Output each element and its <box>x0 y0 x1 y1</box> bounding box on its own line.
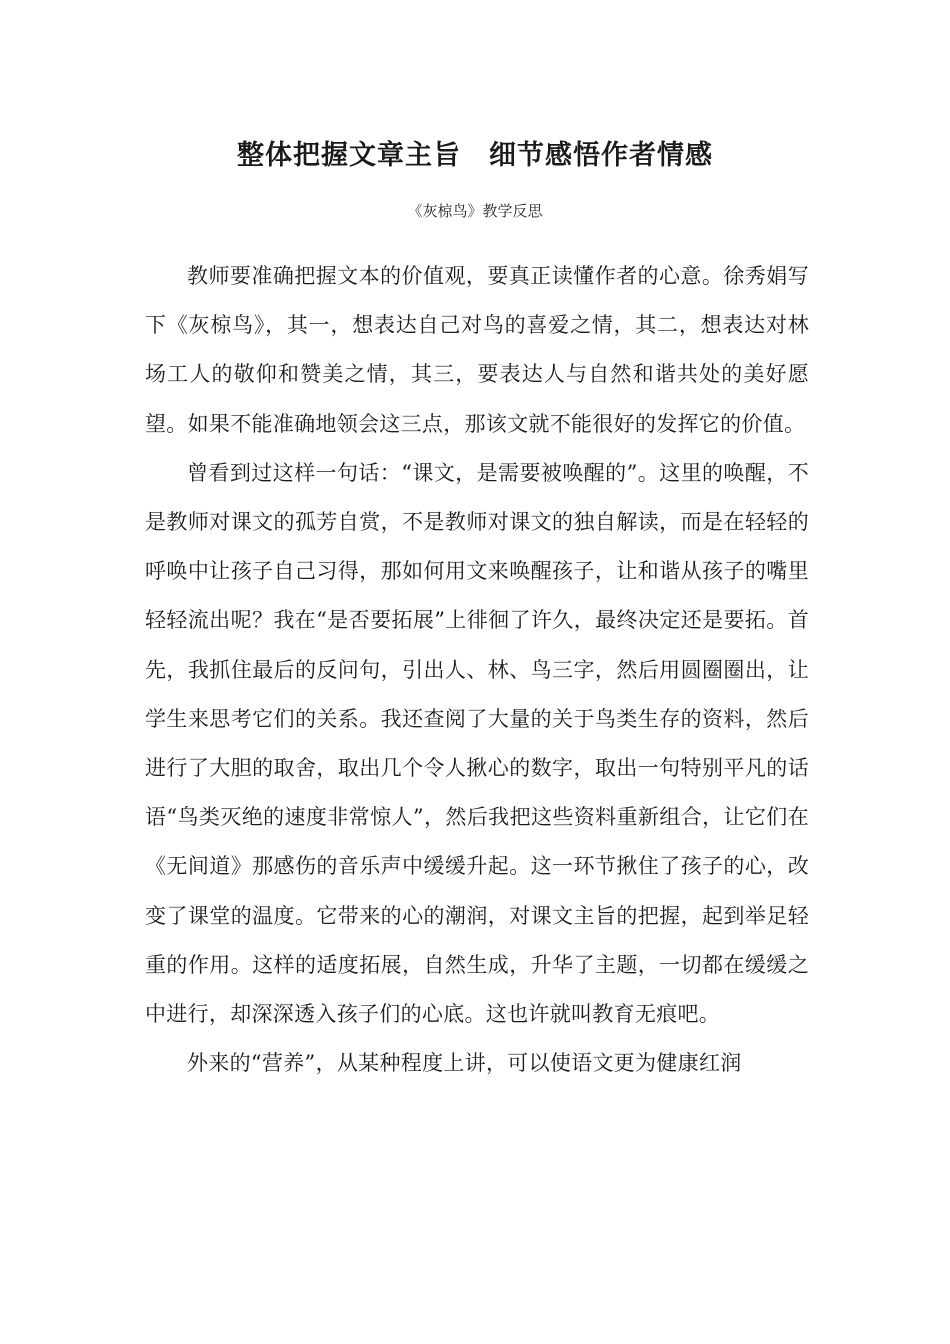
paragraph-2: 曾看到过这样一句话：“课文，是需要被唤醒的”。这里的唤醒，不是教师对课文的孤芳自赏，不是教师对课文的独自解读，而是在轻轻的呼唤中让孩子自己习得，那如何用文来唤醒孩子，让和谐从孩子的嘴里轻轻流出呢？我在“是否要拓展”上徘徊了许久，最终决定还是要拓。首先，我抓住最后的反问句，引出人、林、鸟三字，然后用圆圈圈出，让学生来思考它们的关系。我还查阅了大量的关于鸟类生存的资料，然后进行了大胆的取舍，取出几个令人揪心的数字，取出一句特别平凡的话语“鸟类灭绝的速度非常惊人”，然后我把这些资料重新组合，让它们在《无间道》那感伤的音乐声中缓缓升起。这一环节揪住了孩子的心，改变了课堂的温度。它带来的心的潮润，对课文主旨的把握，起到举足轻重的作用。这样的适度拓展，自然生成，升华了主题，一切都在缓缓之中进行，却深深透入孩子们的心底。这也许就叫教育无痕吧。 <box>145 460 809 1027</box>
document-body <box>145 252 809 1088</box>
paragraph-3: 外来的“营养”，从某种程度上讲，可以使语文更为健康红润 <box>187 1051 742 1076</box>
document-title: 整体把握文章主旨 细节感悟作者情感 <box>237 140 713 171</box>
paragraph-1: 教师要准确把握文本的价值观，要真正读懂作者的心意。徐秀娟写下《灰椋鸟》，其一，想表达自己对鸟的喜爱之情，其二，想表达对林场工人的敬仰和赞美之情，其三，要表达人与自然和谐共处的美好愿望。如果不能准确地领会这三点，那该文就不能很好的发挥它的价值。 <box>145 264 809 436</box>
document-subtitle: 《灰椋鸟》教学反思 <box>407 202 543 220</box>
